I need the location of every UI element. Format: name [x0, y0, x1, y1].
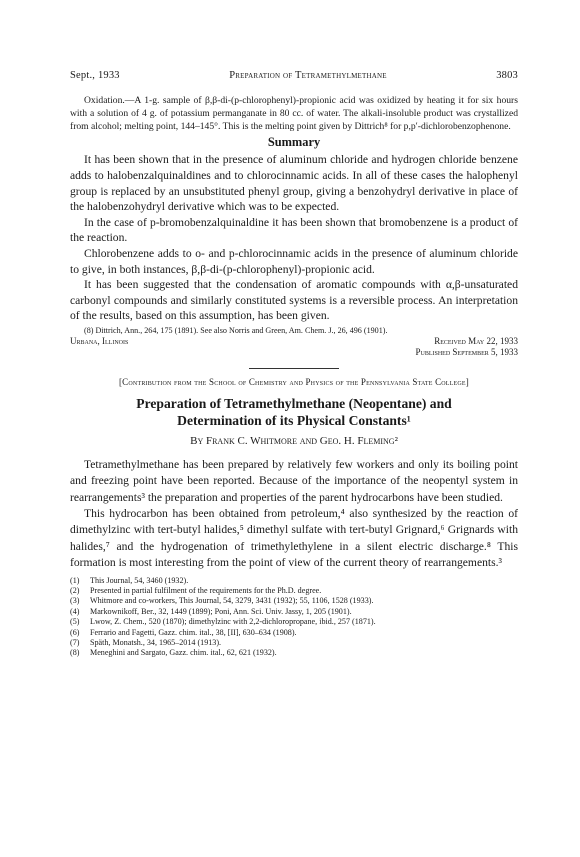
location: Urbana, Illinois [70, 336, 129, 347]
header-date: Sept., 1933 [70, 70, 120, 81]
footnote-text: Meneghini and Sargato, Gazz. chim. ital., 62, 621 (1932). [90, 648, 277, 658]
footnote-number: (4) [70, 606, 80, 616]
article-title-line-2: Determination of its Physical Constants¹ [177, 412, 411, 428]
summary-section [70, 152, 518, 324]
header-title: Preparation of Tetramethylmethane [229, 70, 387, 81]
summary-paragraph: Chlorobenzene adds to o- and p-chlorocinnamic acids in the presence of aluminum chloride to give, in both instances, β,β-di-(p-chlorophenyl)-propionic acid. [70, 246, 518, 276]
summary-paragraph: It has been shown that in the presence of aluminum chloride and hydrogen chloride benzene adds to halobenzalquinaldines and to chlorocinnamic acids. In all of these cases the halophenyl group is replaced by an unsubstituted phenyl group, giving a benzohydryl derivative in place of the halobenzohydryl derivative which was to be expected. [70, 153, 518, 214]
received-row [70, 336, 518, 347]
article-authors: By Frank C. Whitmore and Geo. H. Fleming² [190, 434, 398, 447]
summary-paragraph: In the case of p-bromobenzalquinaldine it has been shown that bromobenzene is a product of the reaction. [70, 215, 518, 245]
article-title-line-1: Preparation of Tetramethylmethane (Neopentane) and [136, 395, 452, 411]
oxidation-paragraph: Oxidation.—A 1-g. sample of β,β-di-(p-chlorophenyl)-propionic acid was oxidized by heating it for six hours with a solution of 4 g. of potassium permanganate in 80 cc. of water. The alkali-insoluble product was crystallized from alcohol; melting point, 144–145°. This is the melting point given by Dittrich⁸ for p,p′-dichlorobenzophenone. [70, 95, 518, 132]
published-date: Published September 5, 1933 [415, 347, 518, 358]
body-paragraph: Tetramethylmethane has been prepared by relatively few workers and only its boiling point and freezing point have been reported. Because of the importance of the neopentyl system in rearrangements³ the preparation and properties of the parent hydrocarbons have been studied. [70, 457, 518, 504]
footnote-text: Späth, Monatsh., 34, 1965–2014 (1913). [90, 638, 222, 648]
received-date: Received May 22, 1933 [434, 336, 518, 347]
footnote-number: (3) [70, 596, 80, 606]
footnote-number: (6) [70, 627, 80, 637]
footnote [70, 617, 518, 627]
footnote-list [70, 576, 518, 659]
footnote [70, 576, 518, 586]
footnote-number: (5) [70, 617, 80, 627]
article-body [70, 457, 518, 572]
footnote-text: Ferrario and Fagetti, Gazz. chim. ital., 38, [II], 630–634 (1908). [90, 627, 297, 637]
summary-paragraph: It has been suggested that the condensation of aromatic compounds with α,β-unsaturated carbonyl compounds and similarly constituted systems is a reversible process. An interpretation of the results, based on this assumption, has been given. [70, 278, 518, 323]
footnote-number: (1) [70, 575, 80, 585]
published-row [70, 347, 518, 358]
footnote [70, 586, 518, 596]
footnote-text: This Journal, 54, 3460 (1932). [90, 575, 189, 585]
running-header [70, 70, 518, 81]
footnote-text: Presented in partial fulfilment of the requirements for the Ph.D. degree. [90, 585, 322, 595]
footnote-number: (7) [70, 638, 80, 648]
footnote-text: Markownikoff, Ber., 32, 1449 (1899); Poni, Ann. Sci. Univ. Jassy, 1, 205 (1901). [90, 606, 352, 616]
footnote [70, 607, 518, 617]
body-paragraph: This hydrocarbon has been obtained from petroleum,⁴ also synthesized by the reaction of dimethylzinc with tert-butyl halides,⁵ dimethyl sulfate with tert-butyl Grignard,⁶ Grignards with halides,⁷ and the hydrogenation of trimethylethylene in a silent electric discharge.⁸ This formation is most interesting from the point of view of the current theory of rearrangements.³ [70, 506, 518, 570]
footnote [70, 596, 518, 606]
footnote-8-summary: (8) Dittrich, Ann., 264, 175 (1891). See also Norris and Green, Am. Chem. J., 26, 496 (1901). [84, 325, 388, 335]
article-title [70, 395, 518, 429]
footnote-text: Lwow, Z. Chem., 520 (1870); dimethylzinc with 2,2-dichloropropane, ibid., 257 (1871). [90, 617, 376, 627]
footnote [70, 638, 518, 648]
footnote [70, 628, 518, 638]
footnote-number: (8) [70, 648, 80, 658]
footnote-number: (2) [70, 585, 80, 595]
summary-heading: Summary [267, 135, 321, 150]
contribution-note: [Contribution from the School of Chemistry and Physics of the Pennsylvania State College] [118, 377, 469, 388]
footnote [70, 648, 518, 658]
page-number: 3803 [496, 70, 518, 81]
section-divider [249, 368, 339, 369]
footnote-text: Whitmore and co-workers, This Journal, 54, 3279, 3431 (1932); 55, 1106, 1528 (1933). [90, 596, 374, 606]
journal-page [70, 70, 518, 659]
